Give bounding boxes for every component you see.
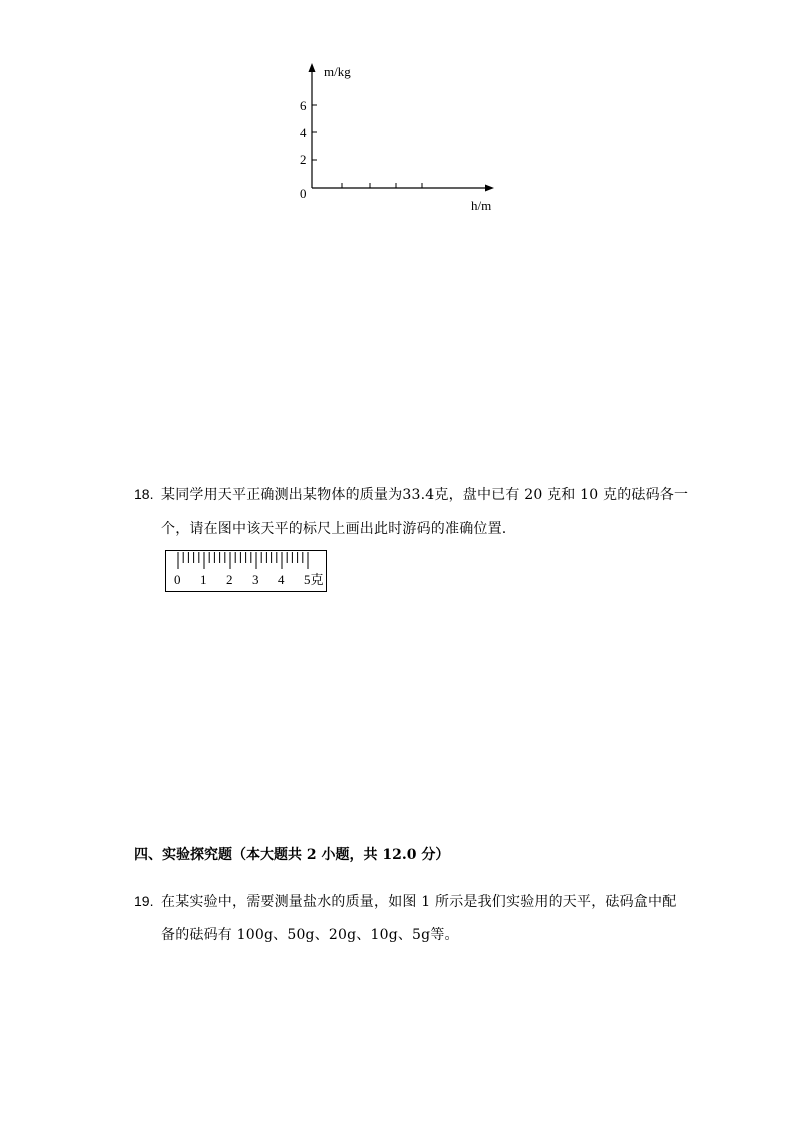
- q18-text-line1: 某同学用天平正确测出某物体的质量为33.4克，盘中已有 20 克和 10 克的砝码各一: [161, 487, 689, 503]
- mass-height-graph: [290, 55, 510, 220]
- section-4-title: 四、实验探究题（本大题共 2 小题，共 12.0 分）: [134, 847, 450, 863]
- q18-number: 18.: [134, 486, 154, 502]
- ruler-label-0: 0: [174, 572, 181, 587]
- ruler-label-1: 1: [200, 572, 207, 587]
- ruler-label-3: 3: [252, 572, 259, 587]
- q19-text-line1: 在某实验中，需要测量盐水的质量，如图 1 所示是我们实验用的天平，砝码盒中配: [161, 894, 677, 910]
- y-tick-label-4: 4: [300, 125, 307, 140]
- ruler-label-2: 2: [226, 572, 233, 587]
- x-axis-label: h/m: [471, 198, 492, 213]
- ruler-label-5: 5克: [304, 572, 324, 587]
- y-tick-label-6: 6: [300, 98, 307, 113]
- balance-ruler: [165, 550, 327, 592]
- q18-text-line2: 个，请在图中该天平的标尺上画出此时游码的准确位置.: [161, 521, 507, 537]
- y-tick-label-2: 2: [300, 152, 307, 167]
- q19-number: 19.: [134, 893, 154, 909]
- ruler-label-4: 4: [278, 572, 285, 587]
- origin-label: 0: [300, 186, 307, 201]
- x-axis-arrow: [485, 185, 494, 192]
- y-axis-arrow: [309, 63, 316, 72]
- y-axis-label: m/kg: [324, 64, 351, 79]
- q19-text-line2: 备的砝码有 100g、50g、20g、10g、5g等。: [161, 927, 459, 943]
